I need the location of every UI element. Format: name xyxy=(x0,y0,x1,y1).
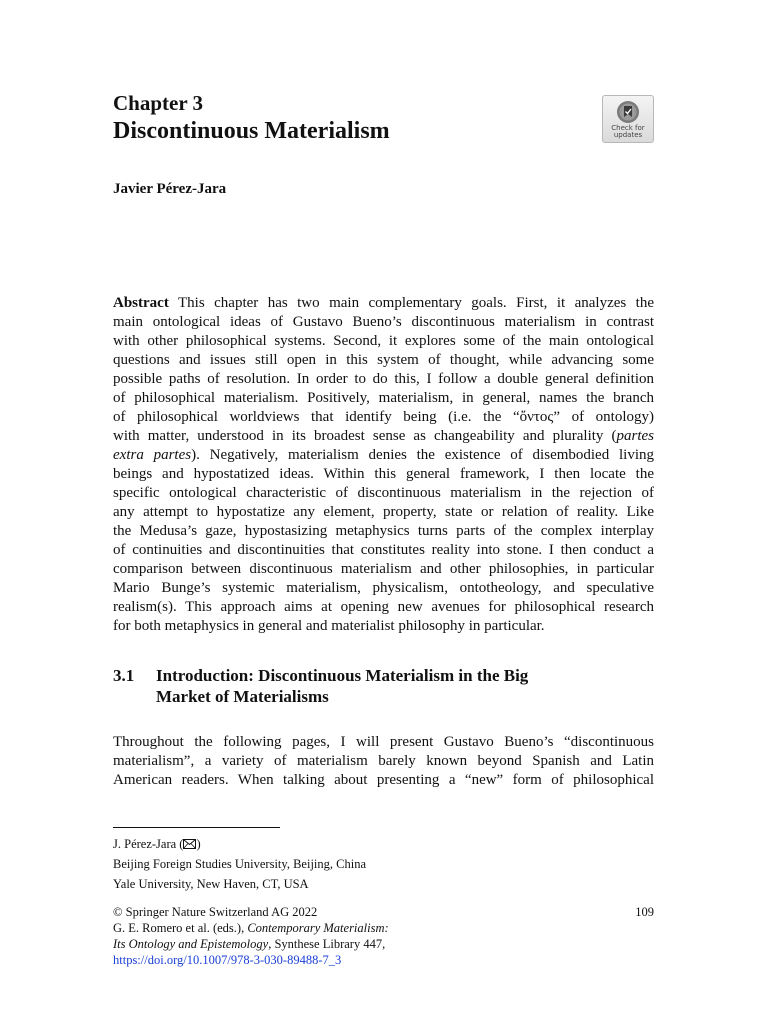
section-number: 3.1 xyxy=(113,666,135,685)
body-line: Throughout the following pages, I will present Gustavo Bueno’s “discontinuous xyxy=(113,734,654,750)
abstract-line: of philosophical worldviews that identify being (i.e. the “ὄντος” of ontology) xyxy=(113,409,654,425)
latin-term: extra partes xyxy=(113,447,192,463)
abstract-line: beings and hypostatized ideas. Within this general framework, I then locate the xyxy=(113,466,654,482)
abstract-text: with matter, understood in its broadest sense as changeability and plurality ( xyxy=(113,428,617,444)
author-name: Javier Pérez-Jara xyxy=(113,181,227,197)
abstract-label: Abstract xyxy=(113,295,169,311)
check-for-updates-badge[interactable] xyxy=(602,95,654,143)
section-heading xyxy=(113,665,654,707)
footnote-divider xyxy=(113,827,280,828)
book-subtitle: Its Ontology and Epistemology xyxy=(113,937,269,951)
affiliation-author-line xyxy=(113,834,366,854)
affiliation-line: Yale University, New Haven, CT, USA xyxy=(113,877,309,891)
abstract-text: ). Negatively, materialism denies the existence of disembodied living xyxy=(191,447,654,463)
chapter-label: Chapter 3 xyxy=(113,91,204,115)
copyright-line: © Springer Nature Switzerland AG 2022 xyxy=(113,905,318,919)
abstract-line: for both metaphysics in general and materialist philosophy in particular. xyxy=(113,618,545,634)
body-paragraph xyxy=(113,733,654,790)
abstract-line xyxy=(113,427,654,446)
body-line: American readers. When talking about presenting a “new” form of philosophical xyxy=(113,772,654,788)
abstract-line: specific ontological characteristic of discontinuous materialism in the rejection of xyxy=(113,485,654,501)
abstract-line: of continuities and discontinuities that constitutes reality into stone. I then conduct a xyxy=(113,542,654,558)
latin-term: partes xyxy=(616,428,654,444)
author-affiliation xyxy=(113,834,366,894)
badge-line1: Check for xyxy=(611,124,645,132)
citation-editors: G. E. Romero et al. (eds.), xyxy=(113,921,248,935)
abstract-line: with other philosophical systems. Second, it explores some of the main ontological xyxy=(113,333,654,349)
abstract-text: This chapter has two main complementary goals. First, it analyzes the xyxy=(178,295,655,311)
abstract-line: the Medusa’s gaze, hypostasizing metaphysics turns parts of the complex interplay xyxy=(113,523,654,539)
doi-link[interactable]: https://doi.org/10.1007/978-3-030-89488-7_3 xyxy=(113,953,342,967)
abstract-line: comparison between discontinuous materialism and other philosophies, in particular xyxy=(113,561,654,577)
abstract xyxy=(113,294,654,636)
section-title: Introduction: Discontinuous Materialism in the Big xyxy=(156,666,529,685)
page-number: 109 xyxy=(635,905,654,919)
envelope-icon[interactable] xyxy=(183,839,196,849)
doi-line xyxy=(113,952,654,968)
abstract-line: main ontological ideas of Gustavo Bueno’s discontinuous materialism in contrast xyxy=(113,314,654,330)
author-short-close: ) xyxy=(196,837,201,851)
series-info: , Synthese Library 447, xyxy=(268,937,386,951)
citation-line xyxy=(113,920,654,936)
abstract-line xyxy=(113,446,654,465)
abstract-line xyxy=(113,294,654,313)
copyright-block xyxy=(113,904,654,968)
section-heading-line1 xyxy=(113,665,654,686)
book-title: Contemporary Materialism: xyxy=(247,921,389,935)
section-title-continued: Market of Materialisms xyxy=(156,687,329,706)
abstract-line: of philosophical materialism. Positively, materialism, in general, names the branch xyxy=(113,390,654,406)
citation-line xyxy=(113,936,654,952)
abstract-line: possible paths of resolution. In order to do this, I follow a double general definition xyxy=(113,371,654,387)
badge-line2: updates xyxy=(613,131,643,139)
abstract-line: any attempt to hypostatize any element, property, state or relation of reality. Like xyxy=(113,504,654,520)
chapter-title: Discontinuous Materialism xyxy=(113,118,390,144)
abstract-line: Mario Bunge’s systemic materialism, physicalism, ontotheology, and speculative xyxy=(113,580,654,596)
abstract-line: questions and issues still open in this system of thought, while advancing some xyxy=(113,352,654,368)
check-for-updates-label xyxy=(603,125,653,139)
abstract-line: realism(s). This approach aims at opening new avenues for philosophical research xyxy=(113,599,654,615)
affiliation-line: Beijing Foreign Studies University, Beijing, China xyxy=(113,857,366,871)
author-short-name: J. Pérez-Jara ( xyxy=(113,837,184,851)
body-line: materialism”, a variety of materialism barely known beyond Spanish and Latin xyxy=(113,753,654,769)
bookmark-crossmark-icon xyxy=(616,100,640,124)
